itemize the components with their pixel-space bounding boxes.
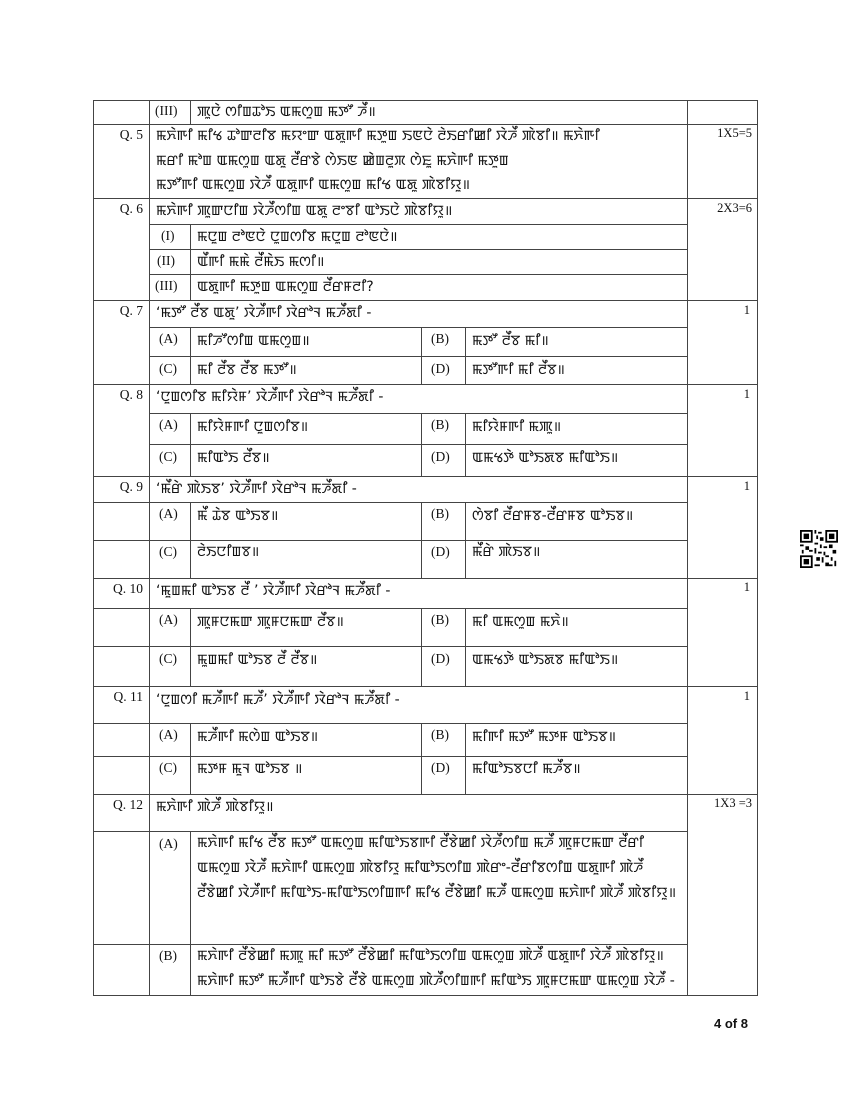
qr-code-icon [800,530,838,568]
option-text: ꯁꯥꯕꯤ ꯂꯩꯔꯝꯕ-ꯂꯩꯔꯝꯕ ꯑꯣꯏꯕ॥ [472,508,634,524]
option-text: ꯃꯩ ꯊꯥꯕ ꯑꯣꯏꯕ॥ [197,508,279,524]
option-text: ꯃꯤꯑꯣꯏ ꯂꯩꯕ॥ [197,450,270,466]
question-stem: ‘ꯃꯨꯡꯃꯤ ꯑꯣꯏꯕ ꯂꯩ ’ ꯋꯥꯍꯩꯒꯤ ꯋꯥꯔꯣꯜ ꯃꯍꯩꯗꯤ - [156,583,391,599]
option-text: ꯃꯤ ꯑꯃꯁꯨꯡ ꯃꯈꯥ॥ [472,614,569,630]
question-number: Q. 12 [113,797,143,812]
option-text: ꯃꯇꯧ ꯂꯩꯕ ꯃꯤ॥ [472,333,549,349]
option-text: ꯄꯨꯅꯥ ꯁꯤꯡꯊꯣꯏ ꯑꯃꯁꯨꯡ ꯃꯇꯧ ꯍꯩ॥ [197,104,376,120]
option-text: ꯄꯨꯝꯅꯃꯛ ꯄꯨꯝꯅꯃꯛ ꯂꯩꯕ॥ [197,614,344,630]
item-label: (III) [155,278,178,293]
option-label: (D) [431,760,450,775]
page-number: 4 of 8 [714,1016,748,1031]
question-line: ꯃꯈꯥꯒꯤ ꯃꯤꯠ ꯊꯣꯛꯂꯤꯕ ꯃꯌꯦꯛ ꯑꯗꯨꯒꯤ ꯃꯇꯨꯡ ꯏꯟꯅꯥ ꯂꯥꯏꯔꯤꯀꯤ ꯋꯥꯍꯩ ꯄꯥꯕꯤ॥ ꯃꯈꯥꯒꯤ [156,128,600,144]
option-label: (C) [159,449,177,464]
part-text: ꯃꯈꯥꯒꯤ ꯃꯤꯠ ꯂꯩꯕ ꯃꯇꯧ ꯑꯃꯁꯨꯡ ꯃꯤꯑꯣꯏꯕꯒꯤ ꯂꯩꯕꯥꯀꯤ ꯋꯥꯍꯩꯁꯤꯡ ꯃꯍꯩ ꯄꯨꯝꯅꯃꯛ ꯂꯩꯔꯤ ꯑꯃꯁꯨꯡ ꯋꯥꯍꯩ ꯃꯈꯥꯒꯤ ꯑꯃꯁꯨꯡ ꯄꯥꯕꯤꯌꯨ ꯃꯤꯑꯣꯏꯁꯤꯡ ꯄꯥꯔꯦ-ꯂꯩꯔꯤꯕꯁꯤꯡ ꯑꯗꯨꯒꯤ ꯄꯥꯍꯩ ꯂꯩꯕꯥꯀꯤ ꯋꯥꯍꯩꯒꯤ ꯃꯤꯑꯣꯏ-ꯃꯤꯑꯣꯏꯁꯤꯡꯒꯤ ꯃꯤꯠ ꯂꯩꯕꯥꯀꯤ ꯃꯍꯩ ꯑꯃꯁꯨꯡ ꯃꯈꯥꯒꯤ ꯄꯥꯍꯩ ꯄꯥꯕꯤꯌꯨ॥ [197,835,677,901]
option-label: (C) [159,760,177,775]
marks: 1 [743,387,750,401]
item-text: ꯑꯩꯒꯤ ꯃꯃꯥ ꯂꯩꯃꯥꯏ ꯃꯁꯤ॥ [197,254,325,270]
option-label: (A) [159,417,178,432]
item-text: ꯃꯅꯨꯡ ꯂꯣꯟꯅꯥ ꯅꯨꯡꯁꯤꯕ ꯃꯅꯨꯡ ꯂꯣꯟꯅꯥ॥ [197,229,398,245]
question-number: Q. 8 [119,387,143,402]
marks: 2X3=6 [717,201,752,215]
option-text: ꯃꯤ ꯂꯩꯕ ꯂꯩꯕ ꯃꯇꯧ॥ [197,362,297,378]
option-label: (B) [431,506,449,521]
question-stem: ‘ꯅꯨꯡꯁꯤ ꯃꯍꯩꯒꯤ ꯃꯍꯩ’ ꯋꯥꯍꯩꯒꯤ ꯋꯥꯔꯣꯜ ꯃꯍꯩꯗꯤ - [156,692,400,708]
option-text: ꯂꯥꯏꯅꯤꯡꯕ॥ [197,544,260,560]
option-label: (A) [159,612,178,627]
option-label: (A) [159,727,178,742]
option-label: (D) [431,361,450,376]
question-stem: ‘ꯅꯨꯡꯁꯤꯕ ꯃꯤꯌꯥꯝ’ ꯋꯥꯍꯩꯒꯤ ꯋꯥꯔꯣꯜ ꯃꯍꯩꯗꯤ - [156,389,384,405]
option-text: ꯃꯤꯒꯤ ꯃꯇꯧ ꯃꯇꯝ ꯑꯣꯏꯕ॥ [472,729,616,745]
question-number: Q. 9 [119,479,143,494]
part-label: (B) [159,948,177,963]
item-label: (II) [157,253,175,268]
option-label: (C) [159,361,177,376]
option-text: ꯃꯨꯡꯃꯤ ꯑꯣꯏꯕ ꯂꯩ ꯂꯩꯕ॥ [197,652,318,668]
question-stem: ꯃꯈꯥꯒꯤ ꯄꯨꯛꯅꯤꯡ ꯋꯥꯍꯩꯁꯤꯡ ꯑꯗꯨ ꯂꯦꯕꯤ ꯑꯣꯏꯅꯥ ꯄꯥꯕꯤꯌꯨ॥ [156,203,453,219]
option-text: ꯑꯃꯠꯇꯥ ꯑꯣꯏꯗꯕ ꯃꯤꯑꯣꯏ॥ [472,450,619,466]
part-label: (A) [159,836,178,851]
question-line: ꯃꯇꯧꯒꯤ ꯑꯃꯁꯨꯡ ꯋꯥꯍꯩ ꯑꯗꯨꯒꯤ ꯑꯃꯁꯨꯡ ꯃꯤꯠ ꯑꯗꯨ ꯄꯥꯕꯤꯌꯨ॥ [156,177,471,193]
option-text: ꯃꯤꯌꯥꯝꯒꯤ ꯃꯄꯨ॥ [472,419,562,435]
question-line: ꯃꯔꯤ ꯃꯣꯡ ꯑꯃꯁꯨꯡ ꯑꯗꯨ ꯂꯩꯔꯕꯥ ꯁꯥꯏꯟ ꯀꯥꯡꯂꯨꯞ ꯁꯥꯐꯨ ꯃꯈꯥꯒꯤ ꯃꯇꯨꯡ [156,153,509,169]
option-label: (III) [155,103,178,118]
question-number: Q. 10 [113,581,143,596]
marks: 1 [743,303,750,317]
question-number: Q. 6 [119,201,143,216]
option-text: ꯃꯤꯌꯥꯝꯒꯤ ꯅꯨꯡꯁꯤꯕ॥ [197,419,309,435]
marks: 1X3 =3 [714,796,752,810]
option-label: (C) [159,544,177,559]
option-text: ꯃꯩꯔꯥ ꯄꯥꯏꯕ॥ [472,544,541,560]
option-text: ꯃꯤꯍꯧꯁꯤꯡ ꯑꯃꯁꯨꯡ॥ [197,333,310,349]
option-label: (D) [431,651,450,666]
option-text: ꯃꯍꯩꯒꯤ ꯃꯁꯥꯡ ꯑꯣꯏꯕ॥ [197,729,319,745]
question-stem: ‘ꯃꯇꯧ ꯂꯩꯕ ꯑꯗꯨ’ ꯋꯥꯍꯩꯒꯤ ꯋꯥꯔꯣꯜ ꯃꯍꯩꯗꯤ - [156,305,372,321]
option-label: (C) [159,651,177,666]
question-stem: ꯃꯈꯥꯒꯤ ꯄꯥꯍꯩ ꯄꯥꯕꯤꯌꯨ॥ [156,799,274,815]
option-label: (B) [431,331,449,346]
option-label: (B) [431,417,449,432]
option-text: ꯃꯇꯝ ꯃꯨꯜ ꯑꯣꯏꯕ ॥ [197,761,303,777]
option-label: (A) [159,506,178,521]
option-text: ꯃꯇꯧꯒꯤ ꯃꯤ ꯂꯩꯕ॥ [472,362,565,378]
option-text: ꯃꯤꯑꯣꯏꯕꯅꯤ ꯃꯍꯩꯕ॥ [472,761,581,777]
option-label: (B) [431,727,449,742]
marks: 1 [743,689,750,703]
question-paper-table [93,100,758,995]
marks: 1 [743,580,750,594]
option-text: ꯑꯃꯠꯇꯥ ꯑꯣꯏꯗꯕ ꯃꯤꯑꯣꯏ॥ [472,652,619,668]
option-label: (A) [159,331,178,346]
question-stem: ‘ꯃꯩꯔꯥ ꯄꯥꯏꯕ’ ꯋꯥꯍꯩꯒꯤ ꯋꯥꯔꯣꯜ ꯃꯍꯩꯗꯤ - [156,481,357,497]
option-label: (D) [431,449,450,464]
question-number: Q. 7 [119,303,143,318]
option-label: (D) [431,544,450,559]
item-label: (I) [161,228,175,243]
part-text: ꯃꯈꯥꯒꯤ ꯂꯩꯕꯥꯀꯤ ꯃꯄꯨ ꯃꯤ ꯃꯇꯧ ꯂꯩꯕꯥꯀꯤ ꯃꯤꯑꯣꯏꯁꯤꯡ ꯑꯃꯁꯨꯡ ꯄꯥꯍꯩ ꯑꯗꯨꯒꯤ ꯋꯥꯍꯩ ꯄꯥꯕꯤꯌꯨ॥ ꯃꯈꯥꯒꯤ ꯃꯇꯧ ꯃꯍꯩꯒꯤ ꯑꯣꯏꯕꯥ ꯂꯩꯕꯥ ꯑꯃꯁꯨꯡ ꯄꯥꯍꯩꯁꯤꯡꯒꯤ ꯃꯤꯑꯣꯏ ꯄꯨꯝꯅꯃꯛ ꯑꯃꯁꯨꯡ ꯋꯥꯍꯩ - [197,948,675,989]
question-number: Q. 5 [119,127,143,142]
option-label: (B) [431,612,449,627]
item-text: ꯑꯗꯨꯒꯤ ꯃꯇꯨꯡ ꯑꯃꯁꯨꯡ ꯂꯩꯔꯝꯂꯤ? [197,279,374,295]
question-number: Q. 11 [113,689,143,704]
marks: 1X5=5 [717,126,752,140]
marks: 1 [743,479,750,493]
